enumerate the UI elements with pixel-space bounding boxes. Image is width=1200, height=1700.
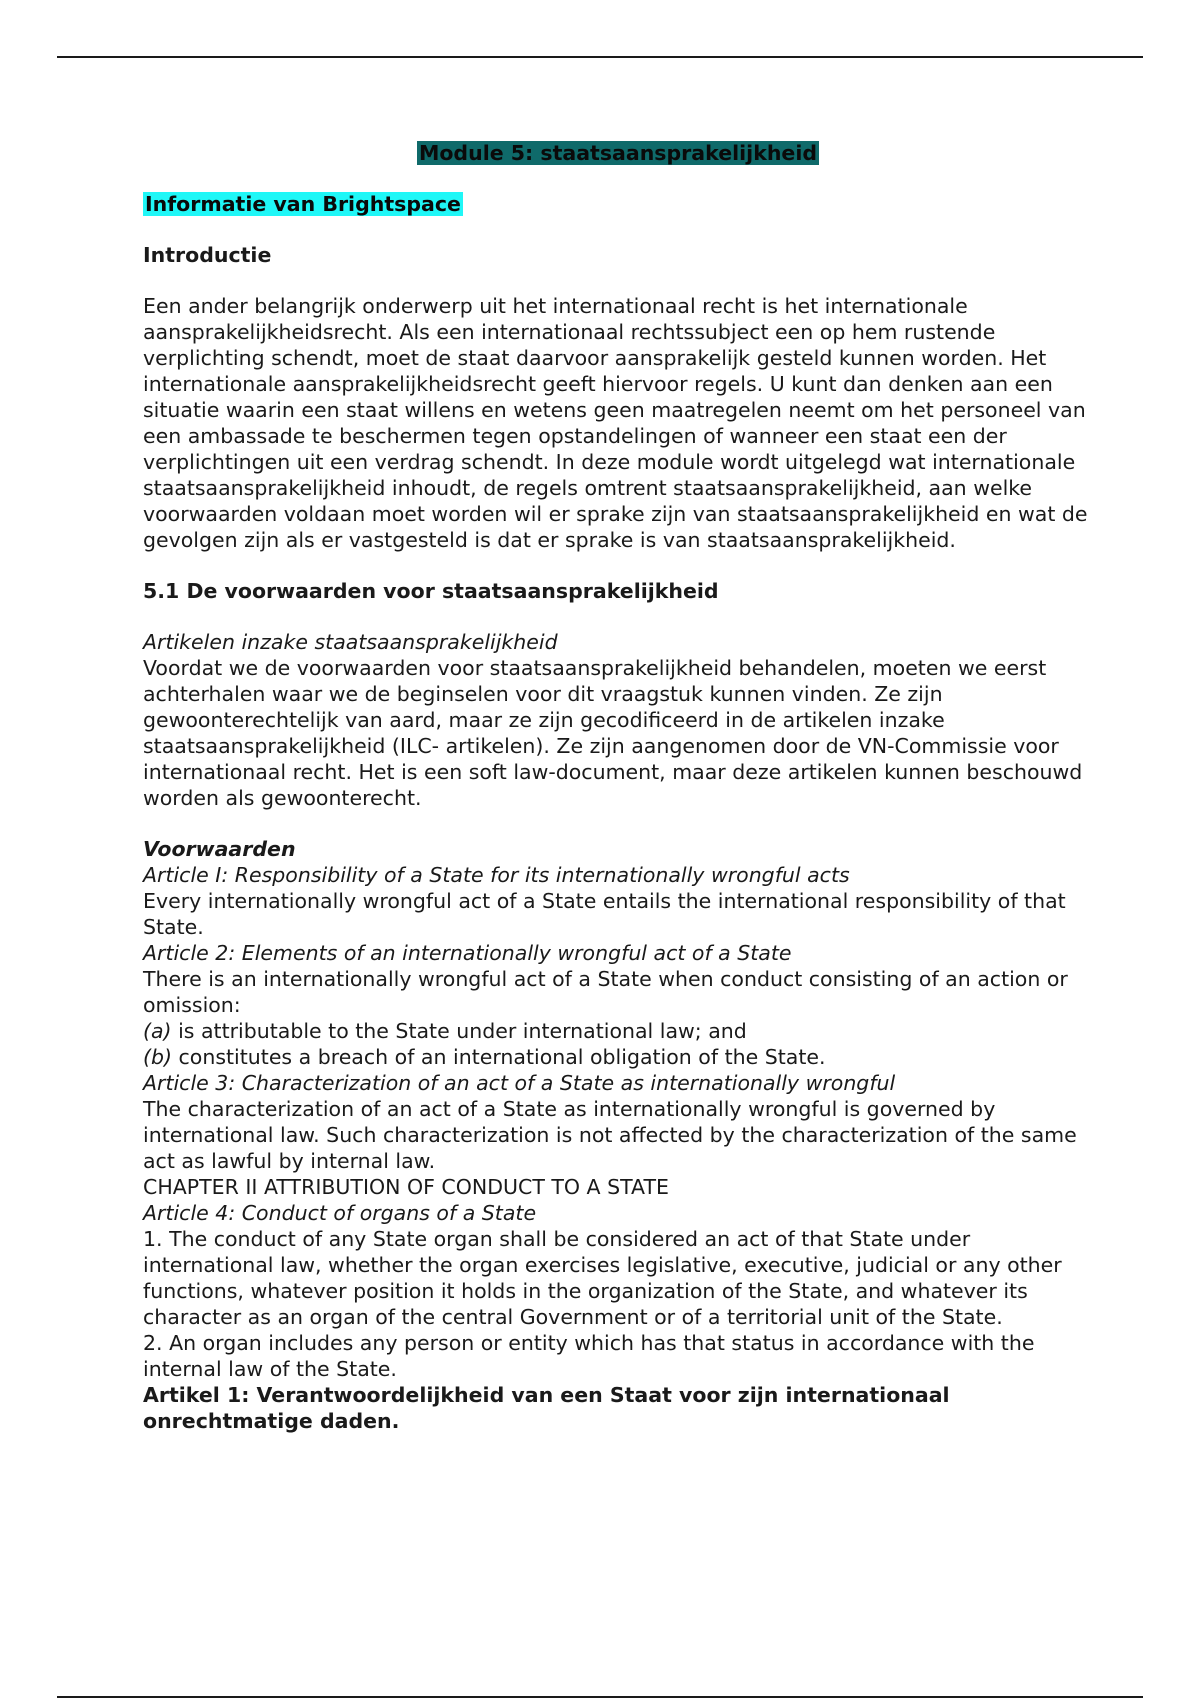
article-2-text: There is an internationally wrongful act of a State when conduct consisting of an action or omission: bbox=[143, 967, 1068, 1017]
article-4-paragraph-2: 2. An organ includes any person or entity which has that status in accordance with the internal law of the State. bbox=[143, 1331, 1035, 1381]
article-2-item-a-letter: (a) bbox=[143, 1019, 172, 1043]
source-label: Informatie van Brightspace bbox=[145, 192, 461, 216]
article-2-item-b bbox=[143, 1044, 1093, 1070]
artikel-1-dutch-heading: Artikel 1: Verantwoordelijkheid van een Staat voor zijn internationaal onrechtmatige daden. bbox=[143, 1383, 950, 1433]
article-2-item-b-text: constitutes a breach of an international obligation of the State. bbox=[172, 1045, 826, 1069]
article-4-paragraph-1: 1. The conduct of any State organ shall be considered an act of that State under international law, whether the organ exercises legislative, executive, judicial or any other functions, whatever position it holds in the organization of the State, and whatever its character as an organ of the central Government or of a territorial unit of the State. bbox=[143, 1227, 1062, 1329]
voorwaarden-heading: Voorwaarden bbox=[143, 837, 296, 861]
article-3-text: The characterization of an act of a State as internationally wrongful is governed by international law. Such characterization is not affected by the characterization of the same act as lawful by internal law. bbox=[143, 1097, 1077, 1173]
article-4-title: Article 4: Conduct of organs of a State bbox=[143, 1201, 537, 1225]
article-2-item-a bbox=[143, 1018, 1093, 1044]
module-title-line bbox=[143, 140, 1093, 166]
chapter-2-heading: CHAPTER II ATTRIBUTION OF CONDUCT TO A STATE bbox=[143, 1175, 669, 1199]
footer-rule bbox=[57, 1696, 1143, 1698]
article-2-title: Article 2: Elements of an internationally wrongful act of a State bbox=[143, 941, 792, 965]
module-title: Module 5: staatsaansprakelijkheid bbox=[418, 141, 818, 165]
section-5-1-subheading: Artikelen inzake staatsaansprakelijkheid bbox=[143, 630, 558, 654]
source-label-line bbox=[143, 191, 1093, 217]
intro-paragraph: Een ander belangrijk onderwerp uit het internationaal recht is het internationale aansprakelijkheidsrecht. Als een internationaal rechtssubject een op hem rustende verplichting schendt, moet de staat daarvoor aansprakelijk gesteld kunnen worden. Het internationale aansprakelijkheidsrecht geeft hiervoor regels. U kunt dan denken aan een situatie waarin een staat willens en wetens geen maatregelen neemt om het personeel van een ambassade te beschermen tegen opstandelingen of wanneer een staat een der verplichtingen uit een verdrag schendt. In deze module wordt uitgelegd wat internationale staatsaansprakelijkheid inhoudt, de regels omtrent staatsaansprakelijkheid, aan welke voorwaarden voldaan moet worden wil er sprake zijn van staatsaansprakelijkheid en wat de gevolgen zijn als er vastgesteld is dat er sprake is van staatsaansprakelijkheid. bbox=[143, 294, 1088, 552]
article-1-title: Article I: Responsibility of a State for its internationally wrongful acts bbox=[143, 863, 850, 887]
article-1-text: Every internationally wrongful act of a State entails the international responsibility of that State. bbox=[143, 889, 1066, 939]
article-3-title: Article 3: Characterization of an act of a State as internationally wrongful bbox=[143, 1071, 896, 1095]
header-rule bbox=[57, 56, 1143, 58]
article-2-item-a-text: is attributable to the State under international law; and bbox=[171, 1019, 747, 1043]
section-5-1-heading: 5.1 De voorwaarden voor staatsaansprakelijkheid bbox=[143, 579, 719, 603]
intro-heading: Introductie bbox=[143, 243, 272, 267]
document-body bbox=[143, 140, 1093, 1434]
section-5-1-paragraph: Voordat we de voorwaarden voor staatsaansprakelijkheid behandelen, moeten we eerst achterhalen waar we de beginselen voor dit vraagstuk kunnen vinden. Ze zijn gewoonterechtelijk van aard, maar ze zijn gecodificeerd in de artikelen inzake staatsaansprakelijkheid (ILC- artikelen). Ze zijn aangenomen door de VN-Commissie voor internationaal recht. Het is een soft law-document, maar deze artikelen kunnen beschouwd worden als gewoonterecht. bbox=[143, 656, 1083, 810]
article-2-item-b-letter: (b) bbox=[143, 1045, 173, 1069]
